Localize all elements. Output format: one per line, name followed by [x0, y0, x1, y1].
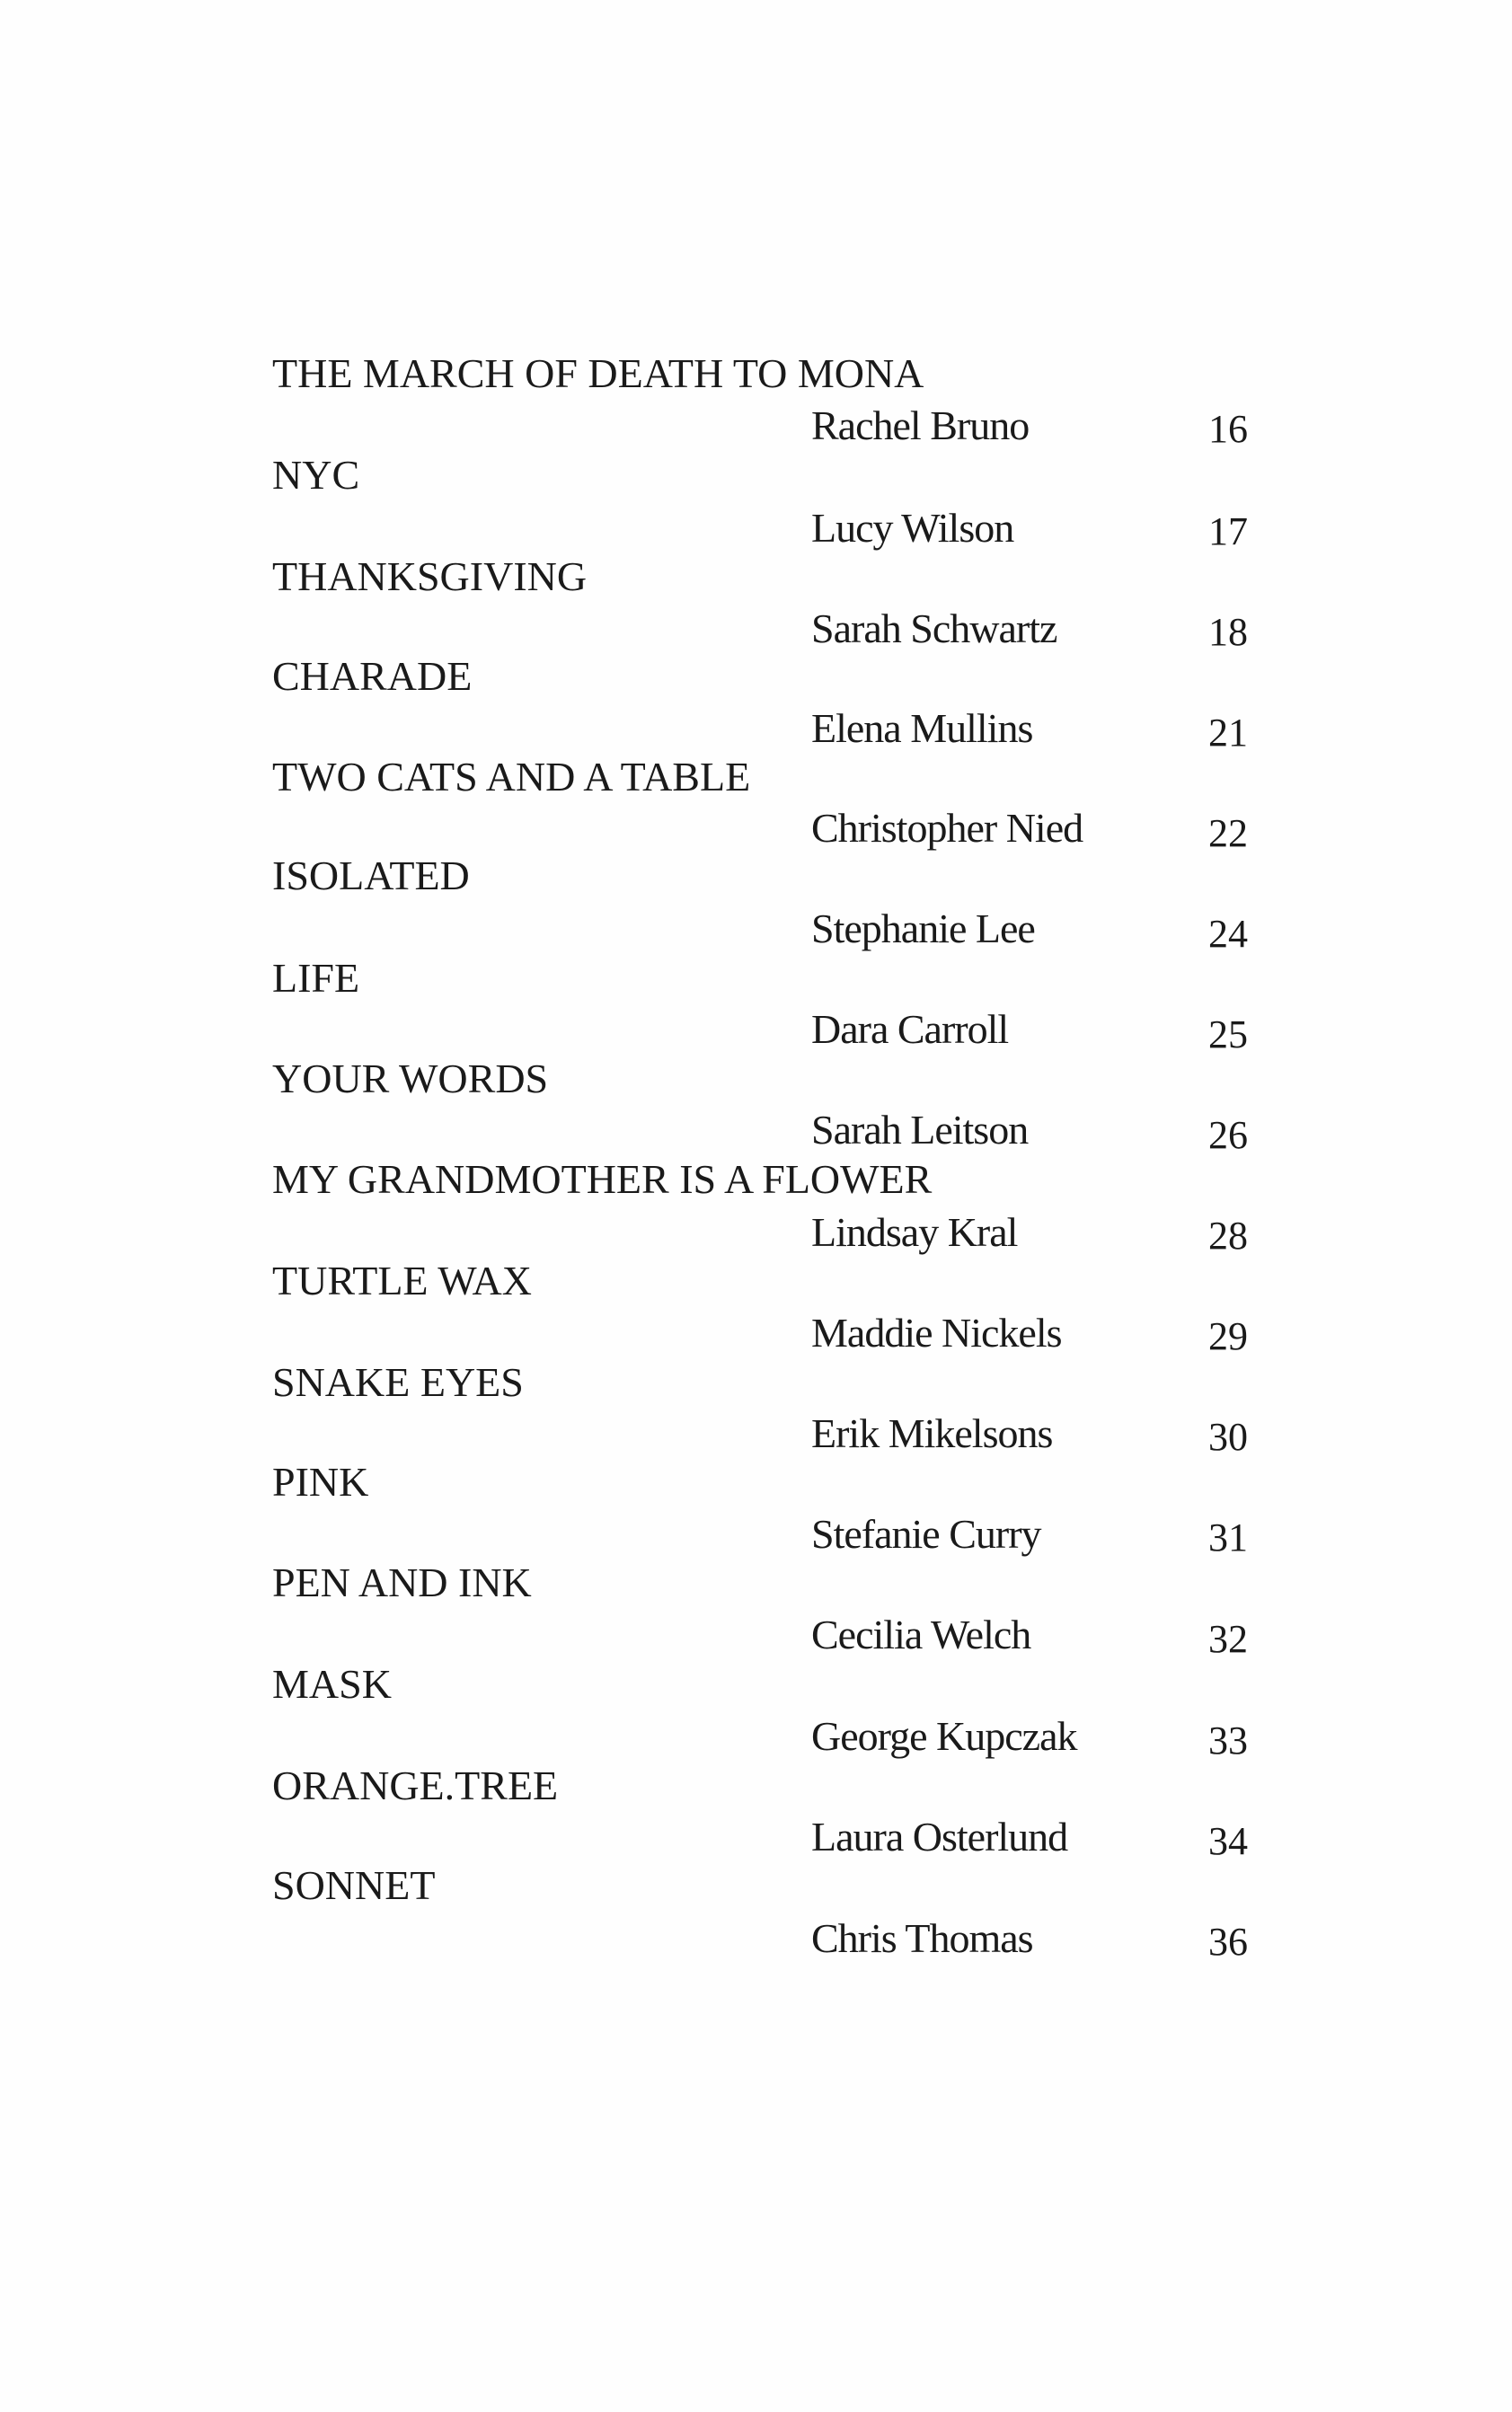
toc-entry-author: Laura Osterlund: [811, 1814, 1068, 1860]
toc-entry-page-number: 32: [1208, 1617, 1248, 1661]
toc-entry-title: SNAKE EYES: [272, 1359, 524, 1405]
toc-entry-author: Stephanie Lee: [811, 906, 1035, 951]
toc-entry-title: CHARADE: [272, 653, 473, 699]
toc-entry-author: Chris Thomas: [811, 1915, 1033, 1961]
toc-entry-title: LIFE: [272, 955, 360, 1001]
toc-entry-author: Sarah Leitson: [811, 1107, 1029, 1153]
toc-entry-title: THANKSGIVING: [272, 553, 588, 599]
toc-entry-page-number: 22: [1208, 811, 1248, 855]
toc-entry-author: Dara Carroll: [811, 1006, 1009, 1052]
toc-entry-author: Lindsay Kral: [811, 1209, 1018, 1255]
toc-entry-page-number: 29: [1208, 1314, 1248, 1358]
toc-entry-author: Elena Mullins: [811, 705, 1033, 751]
toc-entry-title: TWO CATS AND A TABLE: [272, 754, 751, 800]
toc-entry-title: MY GRANDMOTHER IS A FLOWER: [272, 1156, 933, 1202]
toc-entry-author: George Kupczak: [811, 1713, 1077, 1759]
toc-entry-page-number: 36: [1208, 1920, 1248, 1964]
toc-entry-author: Rachel Bruno: [811, 402, 1030, 448]
toc-entry-page-number: 28: [1208, 1214, 1248, 1258]
toc-entry-author: Christopher Nied: [811, 805, 1083, 851]
toc-entry-page-number: 25: [1208, 1012, 1248, 1056]
toc-entry-title: YOUR WORDS: [272, 1056, 549, 1101]
toc-entry-page-number: 18: [1208, 610, 1248, 654]
toc-entry-title: PEN AND INK: [272, 1559, 532, 1605]
toc-entry-title: THE MARCH OF DEATH TO MONA: [272, 350, 924, 396]
toc-entry-page-number: 31: [1208, 1515, 1248, 1559]
toc-entry-title: SONNET: [272, 1862, 436, 1908]
toc-entry-page-number: 21: [1208, 711, 1248, 755]
toc-entry-page-number: 26: [1208, 1113, 1248, 1157]
toc-entry-author: Sarah Schwartz: [811, 605, 1057, 651]
toc-entry-title: NYC: [272, 452, 360, 498]
toc-entry-title: TURTLE WAX: [272, 1258, 532, 1303]
toc-entry-author: Lucy Wilson: [811, 505, 1014, 551]
toc-entry-page-number: 34: [1208, 1819, 1248, 1863]
toc-entry-title: ISOLATED: [272, 853, 470, 898]
toc-entry-page-number: 16: [1208, 407, 1248, 451]
toc-entry-title: MASK: [272, 1661, 392, 1707]
toc-entry-author: Stefanie Curry: [811, 1511, 1041, 1557]
toc-entry-title: ORANGE.TREE: [272, 1763, 559, 1808]
toc-entry-page-number: 24: [1208, 912, 1248, 956]
toc-entry-author: Cecilia Welch: [811, 1612, 1031, 1657]
toc-entry-page-number: 17: [1208, 509, 1248, 553]
toc-entry-page-number: 33: [1208, 1718, 1248, 1763]
toc-entry-author: Erik Mikelsons: [811, 1410, 1053, 1456]
toc-entry-author: Maddie Nickels: [811, 1310, 1062, 1356]
toc-entry-page-number: 30: [1208, 1415, 1248, 1459]
toc-entry-title: PINK: [272, 1459, 369, 1505]
